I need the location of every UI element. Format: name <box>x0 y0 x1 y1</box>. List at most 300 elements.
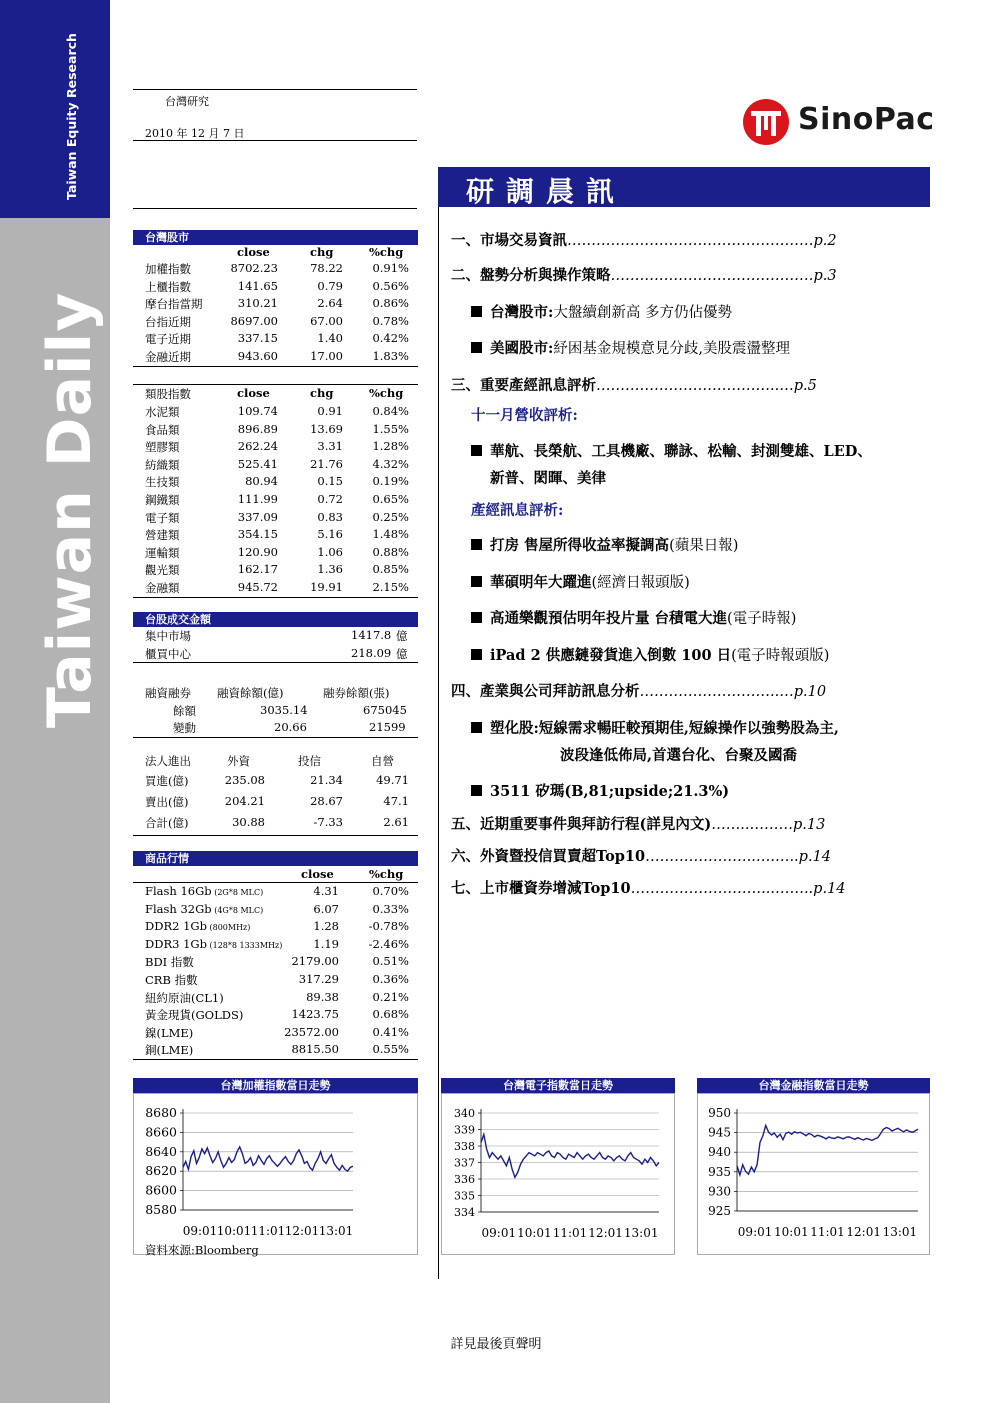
cell: 1423.75 <box>291 1007 339 1022</box>
cell: 141.65 <box>237 278 278 293</box>
square-bullet-icon <box>471 722 482 733</box>
cell: 1.28% <box>372 439 409 454</box>
bullet-item: 台灣股市:大盤續創新高 多方仍佔優勢 <box>471 301 732 322</box>
table-row <box>133 561 418 579</box>
x-tick-label: 13:01 <box>623 1226 659 1240</box>
cell: 5.16 <box>317 527 343 542</box>
cell: 47.1 <box>383 794 409 808</box>
y-tick-label: 334 <box>454 1206 475 1219</box>
table-row <box>133 544 418 562</box>
cell: 896.89 <box>237 421 278 436</box>
toc-item[interactable] <box>451 813 921 834</box>
bullet-item: 3511 矽瑪(B,81;upside;21.3%) <box>471 780 729 801</box>
cell: 0.42% <box>372 331 409 346</box>
table-row <box>133 814 418 836</box>
x-tick-label: 10:01 <box>216 1224 252 1238</box>
y-tick-label: 339 <box>454 1123 475 1137</box>
table-row <box>133 421 418 439</box>
table-row <box>133 936 418 954</box>
cell: 1.06 <box>317 544 343 559</box>
turnover-table <box>133 612 418 663</box>
row-label: 銅(LME) <box>145 1043 194 1058</box>
table-header-row <box>133 684 418 702</box>
x-tick-label: 12:01 <box>284 1224 320 1238</box>
title-band <box>438 167 930 207</box>
chart-title: 台灣加權指數當日走勢 <box>133 1078 418 1093</box>
x-tick-label: 12:01 <box>588 1226 623 1240</box>
row-label: Flash 32Gb (4G*8 MLC) <box>145 901 264 916</box>
table-row <box>133 702 418 720</box>
toc-item[interactable] <box>451 374 921 395</box>
toc-item[interactable] <box>451 845 921 866</box>
cell: 262.24 <box>237 439 278 454</box>
table-row <box>133 473 418 491</box>
bullet-continuation: 新普、閎暉、美律 <box>490 470 606 487</box>
cell: 0.15 <box>317 474 343 489</box>
col-dealer: 自營 <box>371 754 394 768</box>
col-pctchg: %chg <box>369 867 404 881</box>
cell: 120.90 <box>237 544 278 559</box>
spec-note: (800MHz) <box>206 923 251 933</box>
y-tick-label: 8620 <box>145 1163 177 1179</box>
table-header-row <box>133 245 418 260</box>
col-close: close <box>237 245 270 259</box>
square-bullet-icon <box>471 576 482 587</box>
sidebar <box>0 0 110 1403</box>
col-chg: chg <box>310 386 334 400</box>
chart-title: 台灣電子指數當日走勢 <box>441 1078 675 1093</box>
row-label: 鎳(LME) <box>145 1025 194 1040</box>
row-label: 摩台指當期 <box>145 297 203 312</box>
toc-page: p.14 <box>813 881 846 897</box>
data-source: 資料來源:Bloomberg <box>145 1243 259 1257</box>
chart-panel <box>441 1078 675 1259</box>
toc-dots: ……..……… <box>711 817 793 833</box>
column-divider <box>438 207 439 1279</box>
cell: 1.83% <box>372 348 409 363</box>
cell: 8702.23 <box>230 261 278 275</box>
cell: 943.60 <box>237 348 278 363</box>
row-label: 鋼鐵類 <box>145 492 180 507</box>
x-tick-label: 12:01 <box>846 1225 881 1239</box>
toc-page: p.14 <box>798 849 832 865</box>
cell: 2.15% <box>372 579 409 594</box>
cell: 20.66 <box>274 720 307 735</box>
table-row <box>133 953 418 971</box>
taiex-intraday-chart <box>133 1093 418 1255</box>
cell: 0.65% <box>372 491 409 506</box>
series-line <box>183 1147 353 1171</box>
cell: 23572.00 <box>284 1024 339 1039</box>
cell: 13.69 <box>310 421 343 436</box>
table-row <box>133 1006 418 1024</box>
square-bullet-icon <box>471 342 482 353</box>
row-label: 金融類 <box>145 580 180 595</box>
col-label: 法人進出 <box>145 754 191 768</box>
col-trust: 投信 <box>298 754 321 768</box>
electronics-intraday-chart <box>441 1093 675 1255</box>
cell: -7.33 <box>313 815 343 829</box>
cell: 0.72 <box>317 491 343 506</box>
toc-item[interactable] <box>451 229 921 250</box>
cell: 0.33% <box>372 901 409 916</box>
cell: 1.48% <box>372 527 409 542</box>
row-label: DDR3 1Gb (128*8 1333MHz) <box>145 936 283 951</box>
cell: 945.72 <box>237 579 278 594</box>
table-row <box>133 526 418 544</box>
cell: 317.29 <box>298 971 339 986</box>
row-label: 觀光類 <box>145 563 180 578</box>
y-tick-label: 8600 <box>145 1182 177 1198</box>
cell: 3.31 <box>317 439 343 454</box>
cell: -0.78% <box>368 919 409 934</box>
row-label: 紐約原油(CL1) <box>145 990 224 1005</box>
cell: 0.91% <box>372 261 409 275</box>
x-tick-label: 09:01 <box>481 1226 517 1240</box>
cell: 6.07 <box>313 901 339 916</box>
table-row <box>133 772 418 793</box>
table-header-row <box>133 385 418 403</box>
cell: 2.61 <box>383 815 409 829</box>
table-row <box>133 1041 418 1060</box>
header-rule <box>133 140 417 141</box>
table-row <box>133 793 418 814</box>
row-label: 水泥類 <box>145 405 180 419</box>
x-tick-label: 10:01 <box>774 1225 809 1239</box>
toc-item[interactable] <box>451 264 921 285</box>
commodity-rows <box>133 883 418 1060</box>
cell: 525.41 <box>237 456 278 471</box>
y-tick-label: 925 <box>708 1204 731 1218</box>
cell: -2.46% <box>368 936 409 951</box>
cell: 0.21% <box>372 989 409 1004</box>
table-row <box>133 901 418 919</box>
cell: 0.79 <box>317 278 343 293</box>
x-tick-label: 11:01 <box>250 1224 286 1238</box>
finance-intraday-chart <box>697 1093 930 1255</box>
table-row <box>133 719 418 738</box>
market-rows <box>133 260 418 367</box>
row-label: 變動 <box>173 721 196 736</box>
cell: 0.88% <box>372 544 409 559</box>
x-tick-label: 09:01 <box>182 1224 218 1238</box>
row-label: 營建類 <box>145 528 180 543</box>
table-row <box>133 645 418 664</box>
table-row <box>133 491 418 509</box>
table-row <box>133 971 418 989</box>
cell: 2.64 <box>317 296 343 311</box>
toc-dots: …………………..….….. <box>645 849 799 865</box>
bullet-item: 打房 售屋所得收益率擬調高(蘋果日報) <box>471 534 738 555</box>
cell: 2179.00 <box>291 954 339 969</box>
brand-name: SinoPac <box>798 102 935 137</box>
row-label: 賣出(億) <box>145 795 189 809</box>
cell: 204.21 <box>224 794 265 808</box>
series-line <box>737 1126 918 1175</box>
chart-panel <box>133 1078 418 1259</box>
bullet-item: 高通樂觀預估明年投片量 台積電大進(電子時報) <box>471 607 796 628</box>
cell: 1.40 <box>317 331 343 346</box>
square-bullet-icon <box>471 612 482 623</box>
toc-item[interactable] <box>451 680 921 701</box>
cell: 28.67 <box>310 794 343 808</box>
cell: 8815.50 <box>291 1042 339 1057</box>
x-tick-label: 10:01 <box>517 1226 552 1240</box>
cell: 1.28 <box>313 919 339 934</box>
sidebar-top-band <box>0 0 110 218</box>
toc-page: p.10 <box>793 684 827 700</box>
toc-dots: …………………………………… <box>610 268 814 284</box>
col-pctchg: %chg <box>369 386 404 400</box>
row-label: 買進(億) <box>145 774 189 788</box>
toc-label: 五、近期重要事件與拜訪行程(詳見內文) <box>451 816 712 833</box>
cell: 0.25% <box>372 509 409 524</box>
row-label: 食品類 <box>145 422 180 437</box>
chart-panel <box>697 1078 930 1259</box>
toc-dots: ………………………………..… <box>596 378 794 394</box>
cell: 111.99 <box>237 491 278 506</box>
cell: 310.21 <box>237 296 278 311</box>
toc-page: p.13 <box>792 817 826 833</box>
table-row <box>133 456 418 474</box>
x-tick-label: 13:01 <box>318 1224 354 1238</box>
cell: 0.56% <box>372 278 409 293</box>
disclaimer-note: 詳見最後頁聲明 <box>450 1337 542 1352</box>
department: 台灣研究 <box>165 95 209 108</box>
col-pctchg: %chg <box>369 245 404 259</box>
turnover-unit: 億 <box>396 629 408 643</box>
y-tick-label: 8660 <box>145 1124 177 1140</box>
y-tick-label: 935 <box>708 1164 731 1179</box>
table-row <box>133 260 418 278</box>
cell: 337.09 <box>237 509 278 524</box>
table-title: 台股成交金額 <box>133 612 418 627</box>
table-row <box>133 438 418 456</box>
cell: 80.94 <box>245 474 278 489</box>
report-date: 2010 年 12 月 7 日 <box>145 127 245 140</box>
commodity-table <box>133 851 418 1060</box>
cell: 0.36% <box>372 971 409 986</box>
cell: 78.22 <box>310 261 343 275</box>
turnover-label: 櫃買中心 <box>145 646 191 661</box>
toc-label: 七、上市櫃資券增減Top10 <box>451 880 631 897</box>
spec-note: (4G*8 MLC) <box>211 905 264 915</box>
spec-note: (2G*8 MLC) <box>211 888 264 897</box>
cell: 0.70% <box>372 884 409 898</box>
y-tick-label: 940 <box>708 1145 731 1160</box>
col-margin: 融資融券 <box>145 686 191 700</box>
row-label: 加權指數 <box>145 262 191 276</box>
col-foreign: 外資 <box>227 754 250 768</box>
x-tick-label: 11:01 <box>810 1225 845 1239</box>
cell: 8697.00 <box>230 313 278 328</box>
cell: 1.55% <box>372 421 409 436</box>
y-tick-label: 338 <box>454 1140 475 1153</box>
toc-page: p.3 <box>813 268 837 284</box>
col-close: close <box>237 386 270 400</box>
row-label: BDI 指數 <box>145 955 194 970</box>
toc-label: 三、重要產經訊息評析 <box>451 377 596 394</box>
toc-page: p.5 <box>793 378 817 394</box>
row-label: 生技類 <box>145 475 180 490</box>
cell: 1.19 <box>313 936 339 951</box>
chart-title: 台灣金融指數當日走勢 <box>697 1078 930 1093</box>
col-close: close <box>301 867 334 881</box>
col-short-balance: 融券餘額(張) <box>323 686 390 700</box>
bullet-item: 塑化股:短線需求暢旺較預期佳,短線操作以強勢股為主, <box>471 717 839 738</box>
row-label: CRB 指數 <box>145 972 198 987</box>
report-title: 研調晨訊 <box>466 175 627 208</box>
square-bullet-icon <box>471 539 482 550</box>
toc-dots: ………………………...…….. <box>630 881 814 897</box>
cell: 0.41% <box>372 1024 409 1039</box>
bullet-item: iPad 2 供應鏈發貨進入倒數 100 日(電子時報頭版) <box>471 644 829 665</box>
series-label: Taiwan Equity Research <box>64 33 79 200</box>
table-row <box>133 918 418 936</box>
table-title: 台灣股市 <box>133 230 418 245</box>
cell: 67.00 <box>310 313 343 328</box>
cell: 675045 <box>363 702 407 717</box>
institution-rows <box>133 772 418 836</box>
row-label: 上櫃指數 <box>145 279 191 294</box>
square-bullet-icon <box>471 785 482 796</box>
row-label: 塑膠類 <box>145 440 180 455</box>
x-tick-label: 11:01 <box>552 1226 588 1240</box>
col-margin-balance: 融資餘額(億) <box>217 686 284 700</box>
report-name: Taiwan Daily <box>35 291 105 728</box>
toc-label: 四、產業與公司拜訪訊息分析 <box>451 683 640 700</box>
y-tick-label: 8680 <box>145 1105 177 1120</box>
table-header-row <box>133 752 418 772</box>
x-tick-label: 13:01 <box>882 1225 918 1239</box>
y-tick-label: 337 <box>454 1156 475 1170</box>
spec-note: (128*8 1333MHz) <box>206 940 283 950</box>
sector-rows <box>133 403 418 598</box>
margin-table <box>133 684 418 738</box>
y-tick-label: 8580 <box>145 1202 177 1217</box>
table-row <box>133 278 418 296</box>
sinopac-logo-icon <box>742 98 790 146</box>
bullet-item: 華碩明年大躍進(經濟日報頭版) <box>471 571 690 592</box>
turnover-label: 集中市場 <box>145 629 191 643</box>
sub-heading: 產經訊息評析: <box>471 502 564 519</box>
y-tick-label: 945 <box>708 1125 731 1140</box>
turnover-unit: 億 <box>396 646 408 661</box>
cell: 4.31 <box>313 884 339 898</box>
toc-item[interactable] <box>451 877 921 898</box>
cell: 4.32% <box>372 456 409 471</box>
cell: 0.78% <box>372 313 409 328</box>
turnover-value: 1417.8 <box>351 628 392 642</box>
cell: 1.36 <box>317 562 343 577</box>
y-tick-label: 335 <box>454 1189 475 1203</box>
row-label: 黃金現貨(GOLDS) <box>145 1008 244 1023</box>
cell: 0.51% <box>372 954 409 969</box>
header-rule <box>133 89 417 90</box>
y-tick-label: 336 <box>454 1173 475 1186</box>
cell: 30.88 <box>232 815 265 829</box>
cell: 19.91 <box>310 579 343 594</box>
cell: 0.85% <box>372 562 409 577</box>
table-row <box>133 403 418 421</box>
bullet-item: 美國股市:紓困基金規模意見分歧,美股震盪整理 <box>471 337 790 358</box>
cell: 49.71 <box>376 773 409 787</box>
row-label: 金融近期 <box>145 349 191 364</box>
cell: 109.74 <box>237 404 278 418</box>
toc-page: p.2 <box>813 233 837 249</box>
cell: 0.68% <box>372 1007 409 1022</box>
toc-label: 二、盤勢分析與操作策略 <box>451 267 611 284</box>
row-label: 電子近期 <box>145 332 191 347</box>
table-row <box>133 1024 418 1042</box>
row-label: 餘額 <box>173 703 196 718</box>
series-line <box>481 1135 659 1178</box>
sub-heading: 十一月營收評析: <box>471 407 578 424</box>
cell: 337.15 <box>237 331 278 346</box>
cell: 21599 <box>369 720 406 735</box>
row-label: DDR2 1Gb (800MHz) <box>145 919 251 934</box>
bullet-item: 華航、長榮航、工具機廠、聯詠、松輸、封測雙雄、LED、 <box>471 440 872 461</box>
table-row <box>133 989 418 1007</box>
taiwan-market-table <box>133 230 418 367</box>
row-label: Flash 16Gb (2G*8 MLC) <box>145 884 264 898</box>
cell: 0.55% <box>372 1042 409 1057</box>
toc-label: 六、外資暨投信買賣超Top10 <box>451 848 646 865</box>
cell: 354.15 <box>237 527 278 542</box>
bullet-continuation: 波段逢低佈局,首選台化、台聚及國喬 <box>560 747 798 764</box>
square-bullet-icon <box>471 306 482 317</box>
toc-dots: …………………………………………… <box>567 233 814 249</box>
y-tick-label: 950 <box>708 1106 731 1120</box>
x-tick-label: 09:01 <box>737 1225 773 1239</box>
row-label: 運輸類 <box>145 545 180 560</box>
cell: 0.84% <box>372 404 409 418</box>
cell: 21.76 <box>310 456 343 471</box>
toc-label: 一、市場交易資訊 <box>451 232 567 249</box>
cell: 89.38 <box>306 989 339 1004</box>
y-tick-label: 930 <box>708 1184 731 1199</box>
header-rule <box>133 208 417 209</box>
col-sector: 類股指數 <box>145 387 191 401</box>
cell: 0.83 <box>317 509 343 524</box>
table-row <box>133 579 418 598</box>
cell: 0.86% <box>372 296 409 311</box>
cell: 0.19% <box>372 474 409 489</box>
table-header-row <box>133 866 418 883</box>
row-label: 合計(億) <box>145 816 189 830</box>
table-title: 商品行情 <box>133 851 418 866</box>
col-chg: chg <box>310 245 334 259</box>
table-row <box>133 330 418 348</box>
y-tick-label: 340 <box>454 1107 475 1120</box>
table-row <box>133 627 418 645</box>
row-label: 電子類 <box>145 510 180 525</box>
sector-table <box>133 384 418 598</box>
table-row <box>133 883 418 901</box>
y-tick-label: 8640 <box>145 1143 177 1159</box>
toc-dots: ………………………..… <box>639 684 794 700</box>
cell: 17.00 <box>310 348 343 363</box>
table-row <box>133 509 418 527</box>
cell: 21.34 <box>310 773 343 787</box>
table-row <box>133 313 418 331</box>
square-bullet-icon <box>471 445 482 456</box>
table-row <box>133 348 418 367</box>
cell: 235.08 <box>224 773 265 787</box>
cell: 3035.14 <box>260 702 308 717</box>
sinopac-logo <box>742 98 935 146</box>
cell: 162.17 <box>237 562 278 577</box>
